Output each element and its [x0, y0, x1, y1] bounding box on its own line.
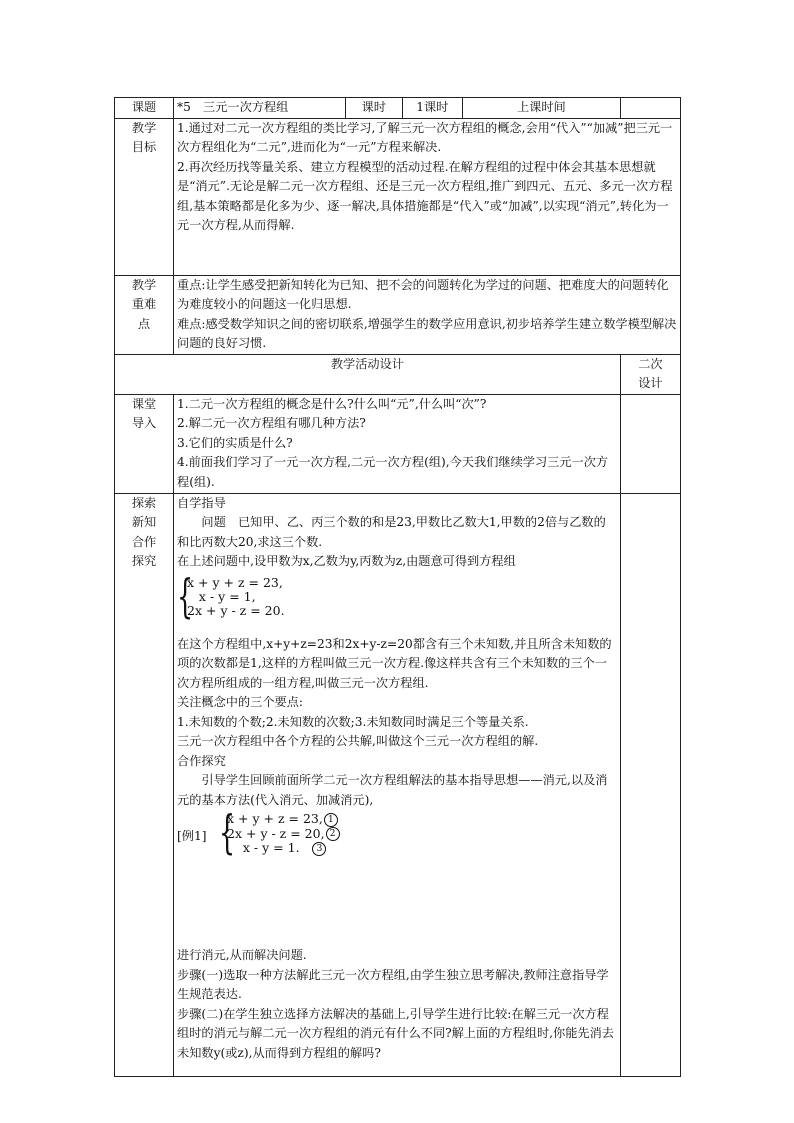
brace-icon: { [219, 805, 236, 859]
explore-second-design [620, 493, 680, 1076]
intro-row [115, 394, 681, 493]
example-1 [177, 805, 617, 859]
second-design-label: 二次 设计 [620, 354, 680, 394]
intro-content [174, 394, 621, 493]
step-1: 步骤(一)选取一种方法解此三元一次方程组,由学生独立思考解决,教师注意指导学生规范表达. [177, 967, 609, 1001]
time-label: 上课时间 [462, 98, 620, 119]
goals-label: 教学 目标 [115, 118, 174, 275]
intro-q2: 2.解二元一次方程组有哪几种方法? [177, 416, 366, 430]
time-value [620, 98, 680, 119]
explore-label: 探索 新知 合作 探究 [115, 493, 174, 1076]
equation-1: x + y + z = 23, [187, 574, 283, 590]
explore-row [115, 493, 681, 1076]
self-study-title: 自学指导 [177, 495, 226, 510]
problem-text: 问题 已知甲、乙、丙三个数的和是23,甲数比乙数大1,甲数的2倍与乙数的和比丙数大20,求这三个数. [177, 515, 606, 549]
key-point: 重点:让学生感受把新知转化为已知、把不会的问题转化为学过的问题、把难度大的问题转化为难度较小的问题这一化归思想. [177, 277, 669, 311]
definition-text: 在这个方程组中,x+y+z=23和2x+y-z=20都含有三个未知数,并且所含未知数的项的次数都是1,这样的方程叫做三元一次方程.像这样共含有三个未知数的三个一次方程所组成的一组方程,叫做三元一次方程组. [177, 636, 612, 690]
explore-content [174, 493, 621, 1076]
intro-label: 课堂 导入 [115, 394, 174, 493]
focus-title: 关注概念中的三个要点: [177, 695, 303, 709]
keypoints-content [174, 275, 681, 354]
topic-label: 课题 [115, 98, 174, 119]
example-eq-3: x - y = 1. 3 [227, 841, 340, 856]
circled-number-icon: 3 [312, 842, 326, 856]
solution-definition: 三元一次方程组中各个方程的公共解,叫做这个三元一次方程组的解. [177, 734, 539, 748]
design-title: 教学活动设计 [115, 354, 621, 394]
header-row [115, 98, 681, 119]
intro-q4: 4.前面我们学习了一元一次方程,二元一次方程(组),今天我们继续学习三元一次方程(组). [177, 455, 609, 489]
example-eq-2: 2x + y - z = 20, 2 [227, 827, 340, 842]
example-tag: [例1] [177, 829, 207, 843]
equation-2: x - y = 1, [187, 588, 256, 604]
example-eq-1: x + y + z = 23, 1 [227, 812, 340, 827]
intro-second-design [620, 394, 680, 493]
lesson-plan-table [114, 97, 681, 1077]
equation-3: 2x + y - z = 20. [187, 602, 285, 618]
brace-icon: { [177, 568, 194, 623]
focus-points: 1.未知数的个数;2.未知数的次数;3.未知数同时满足三个等量关系. [177, 714, 529, 729]
goals-row [115, 118, 681, 275]
after-text: 进行消元,从而解决问题. [177, 948, 307, 962]
step-2: 步骤(二)在学生独立选择方法解决的基础上,引导学生进行比较:在解三元一次方程组时的消元与解二元一次方程组的消元有什么不同?解上面的方程组时,你能先消去未知数y(或z),从而得到方程组的解吗? [177, 1006, 614, 1060]
equation-system [177, 568, 617, 623]
intro-q1: 1.二元一次方程组的概念是什么?什么叫“元”,什么叫“次”? [177, 396, 487, 411]
goal-1: 1.通过对二元一次方程组的类比学习,了解三元一次方程组的概念,会用“代入”“加减”把三元一次方程组化为“二元”,进而化为“一元”方程来解决. [177, 120, 673, 154]
hours-label: 课时 [345, 98, 402, 119]
setup-text: 在上述问题中,设甲数为x,乙数为y,丙数为z,由题意可得到方程组 [177, 554, 516, 568]
hours-value: 1课时 [402, 98, 462, 119]
example-equations [227, 812, 340, 856]
topic-value: *5 三元一次方程组 [174, 98, 346, 119]
intro-q3: 3.它们的实质是什么? [177, 435, 293, 450]
circled-number-icon: 2 [326, 827, 340, 841]
keypoints-label: 教学 重难 点 [115, 275, 174, 354]
goals-content [174, 118, 681, 275]
goal-2: 2.再次经历找等量关系、建立方程模型的活动过程.在解方程组的过程中体会其基本思想就是“消元”.无论是解二元一次方程组、还是三元一次方程组,推广到四元、五元、多元一次方程组,基本策略都是化多为少、逐一解决,具体措施都是“代入”或“加减”,以实现“消元”,转化为一元一次方程,从而得解. [177, 159, 673, 232]
circled-number-icon: 1 [324, 813, 338, 827]
keypoints-row [115, 275, 681, 354]
cooperation-title: 合作探究 [177, 753, 226, 768]
guide-text: 引导学生回顾前面所学二元一次方程组解法的基本指导思想——消元,以及消元的基本方法(代入消元、加减消元), [177, 773, 608, 807]
design-title-row [115, 354, 681, 394]
difficult-point: 难点:感受数学知识之间的密切联系,增强学生的数学应用意识,初步培养学生建立数学模型解决问题的良好习惯. [177, 316, 677, 350]
